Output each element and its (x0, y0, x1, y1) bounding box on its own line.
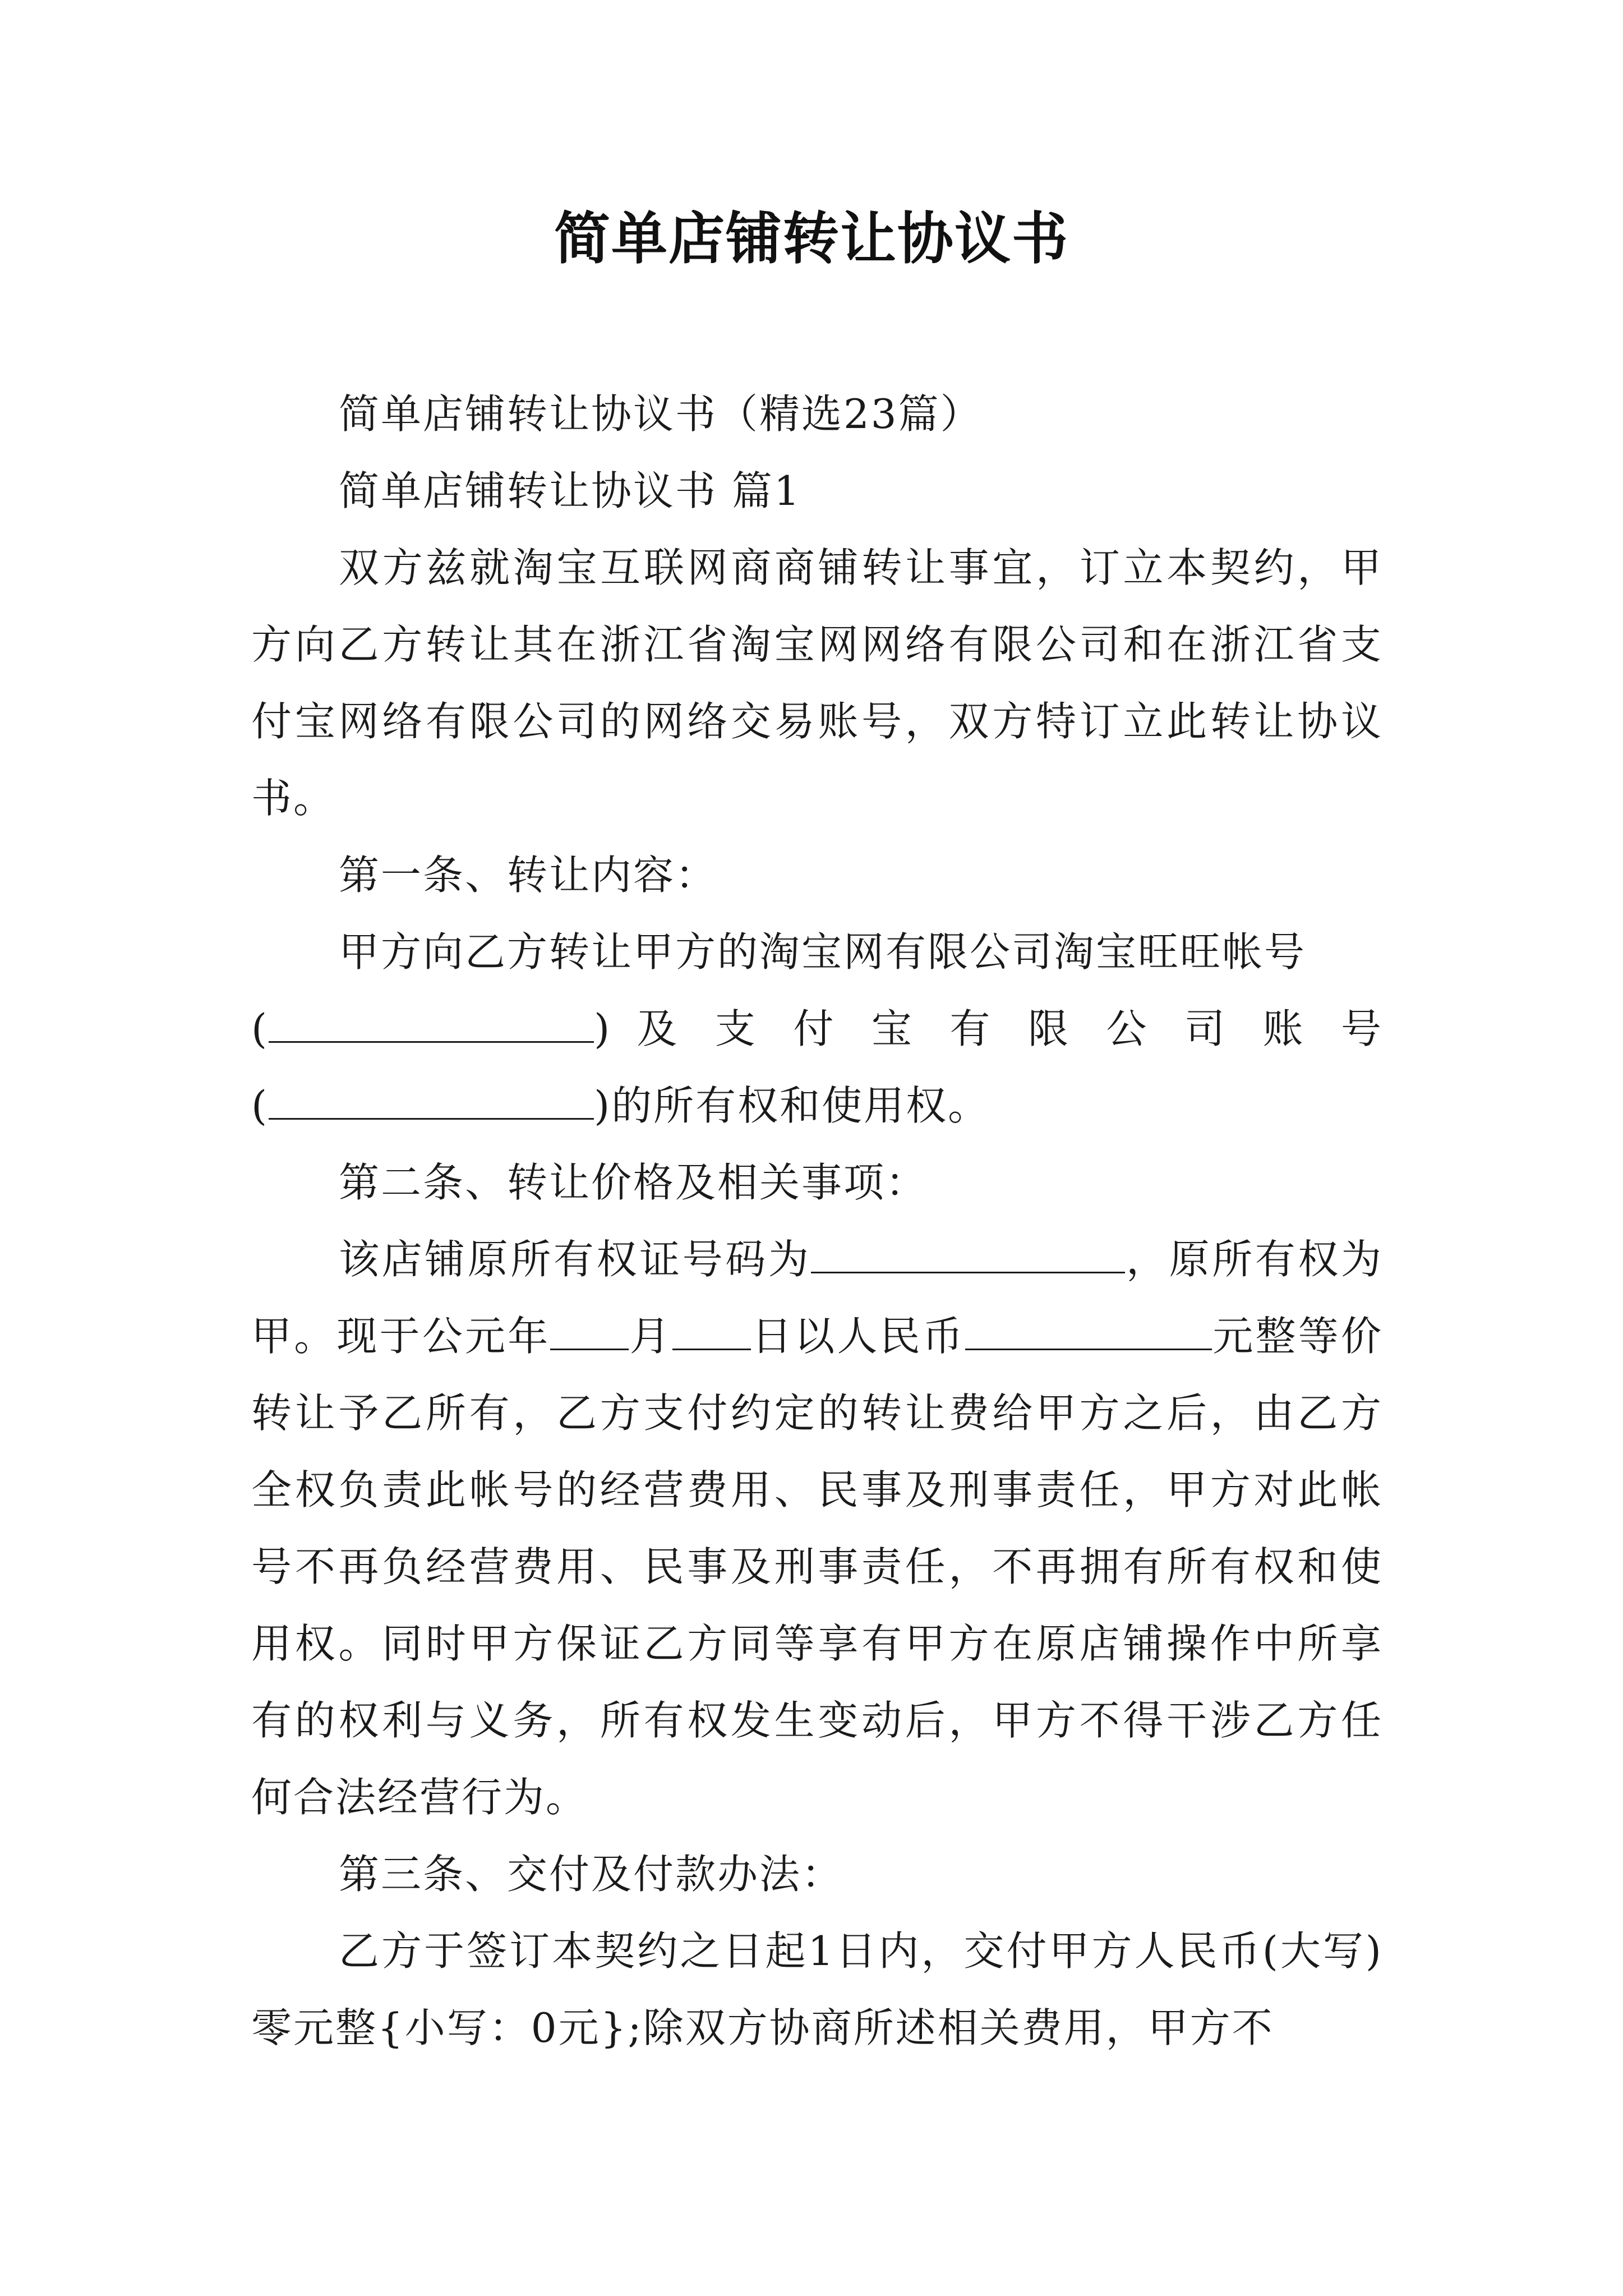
article3-paragraph: 乙方于签订本契约之日起1日内，交付甲方人民币(大写)零元整{小写：0元};除双方协商所述相关费用，甲方不 (251, 1927, 1383, 2051)
alipay-account-blank (269, 1079, 594, 1120)
article2-text-d: 日以人民币 (750, 1313, 966, 1360)
article1-text-c: )的所有权和使用权。 (594, 1082, 990, 1129)
article3-heading: 第三条、交付及付款办法： (339, 1851, 844, 1898)
article1-text-a: 甲方向乙方转让甲方的淘宝网有限公司淘宝旺旺帐号 (339, 928, 1307, 976)
taobao-account-blank (269, 1002, 594, 1043)
month-blank (550, 1309, 629, 1350)
article2-paragraph (251, 1221, 1383, 1836)
document-title: 简单店铺转让协议书 (554, 205, 1069, 272)
article1-paren-open: ( (251, 1005, 269, 1052)
certificate-number-blank (811, 1232, 1125, 1273)
article1-heading: 第一条、转让内容： (339, 852, 718, 899)
article1-line3 (251, 1068, 1383, 1144)
article2-text-a: 该店铺原所有权证号码为 (339, 1236, 811, 1283)
article1-line2 (251, 991, 1383, 1068)
amount-blank (965, 1309, 1212, 1350)
document-body (251, 376, 1383, 2067)
article2-text-e: 元整等价转让予乙所有，乙方支付约定的转让费给甲方之后，由乙方全权负责此帐号的经营费用、民事及刑事责任，甲方对此帐号不再负经营费用、民事及刑事责任，不再拥有所有权和使用权。同时甲方保证乙方同等享有甲方在原店铺操作中所享有的权利与义务，所有权发生变动后，甲方不得干涉乙方任何合法经营行为。 (251, 1313, 1383, 1821)
section-heading: 简单店铺转让协议书 篇1 (339, 467, 801, 514)
article2-heading: 第二条、转让价格及相关事项： (339, 1159, 928, 1206)
article1-paren-open-2: ( (251, 1082, 269, 1129)
day-blank (672, 1309, 751, 1350)
subtitle: 简单店铺转让协议书（精选23篇） (339, 390, 983, 438)
article2-text-c: 月 (629, 1313, 672, 1360)
article2-text-b: ，原所有权为甲。现于公元年 (251, 1236, 1383, 1360)
article1-line1 (251, 914, 1383, 991)
intro-paragraph: 双方兹就淘宝互联网商商铺转让事宜，订立本契约，甲方向乙方转让其在浙江省淘宝网网络有限公司和在浙江省支付宝网络有限公司的网络交易账号，双方特订立此转让协议书。 (251, 544, 1383, 822)
article1-text-b: ) 及 支 付 宝 有 限 公 司 账 号 (594, 1005, 1383, 1052)
